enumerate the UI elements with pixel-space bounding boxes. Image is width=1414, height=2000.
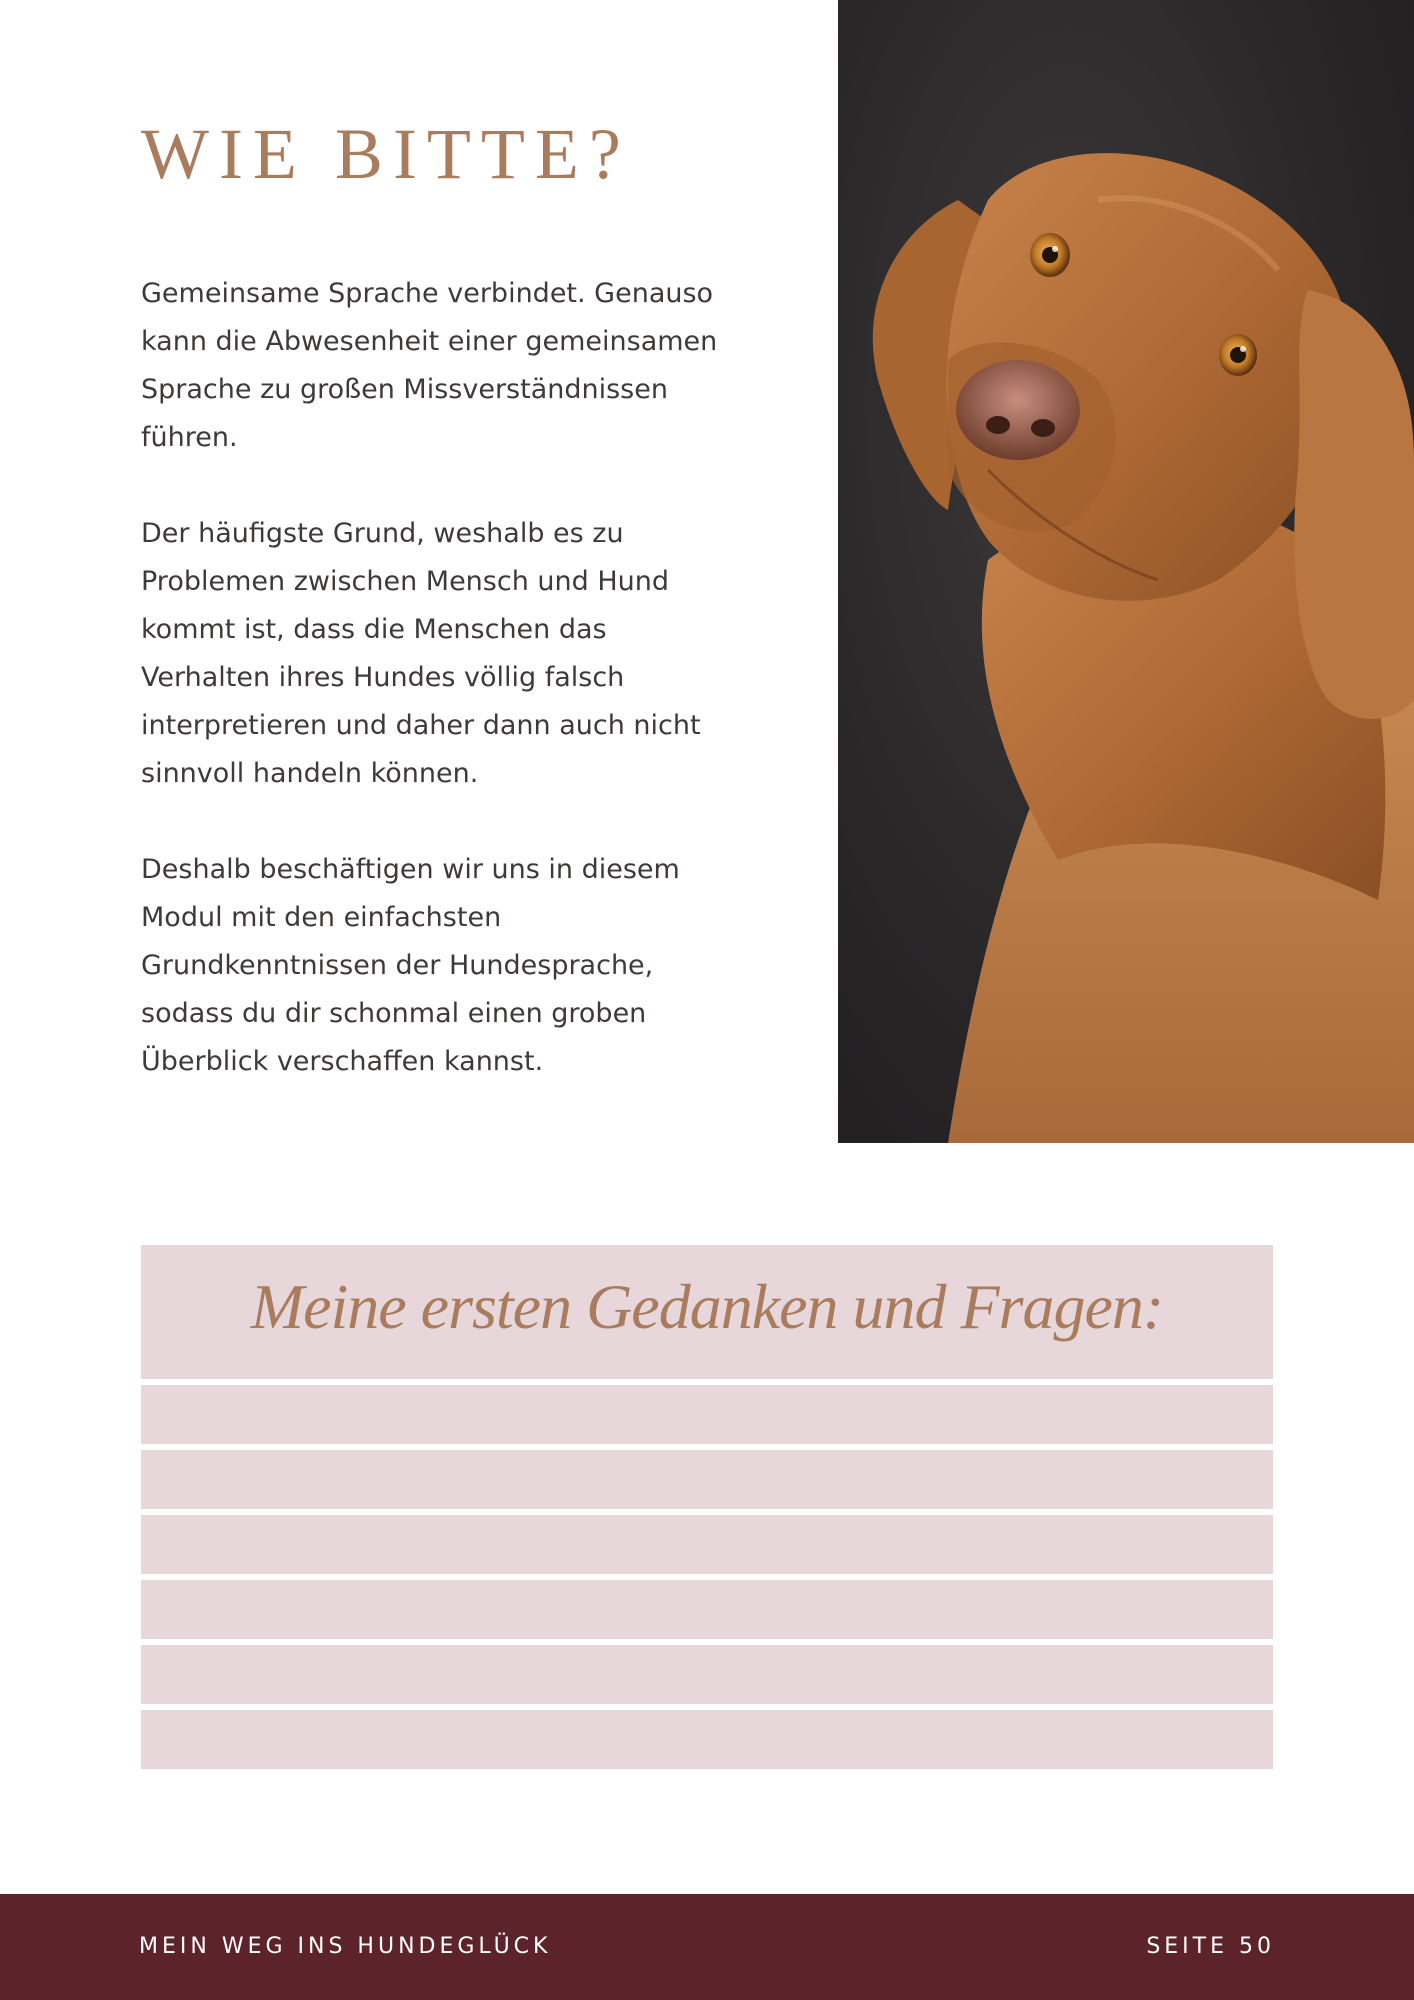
- note-line[interactable]: [141, 1710, 1273, 1769]
- paragraph-3: Deshalb beschäftigen wir uns in diesem Modul mit den einfachsten Grundkenntnissen der Hundesprache, sodass du dir schonmal einen groben Überblick verschaffen kannst.: [141, 854, 680, 1077]
- page-title: WIE BITTE?: [141, 114, 631, 194]
- notes-header: [141, 1245, 1273, 1379]
- footer-title: MEIN WEG INS HUNDEGLÜCK: [139, 1934, 552, 1959]
- paragraph-1: Gemeinsame Sprache verbindet. Genauso kann die Abwesenheit einer gemeinsamen Sprache zu großen Missverständnissen führen.: [141, 278, 718, 453]
- dog-photo: [838, 0, 1414, 1143]
- paragraph-2: Der häufigste Grund, weshalb es zu Problemen zwischen Mensch und Hund kommt ist, dass die Menschen das Verhalten ihres Hundes völlig falsch interpretieren und daher dann auch nicht sinnvoll handeln können.: [141, 518, 701, 789]
- page-footer: [0, 1894, 1414, 2000]
- note-line[interactable]: [141, 1580, 1273, 1639]
- note-line[interactable]: [141, 1645, 1273, 1704]
- note-line[interactable]: [141, 1450, 1273, 1509]
- page-number: SEITE 50: [1146, 1934, 1275, 1959]
- note-line[interactable]: [141, 1515, 1273, 1574]
- notes-section: [141, 1245, 1273, 1769]
- dog-illustration: [838, 0, 1414, 1143]
- notes-heading: Meine ersten Gedanken und Fragen:: [250, 1271, 1164, 1342]
- intro-text: [141, 270, 741, 1134]
- note-line[interactable]: [141, 1385, 1273, 1444]
